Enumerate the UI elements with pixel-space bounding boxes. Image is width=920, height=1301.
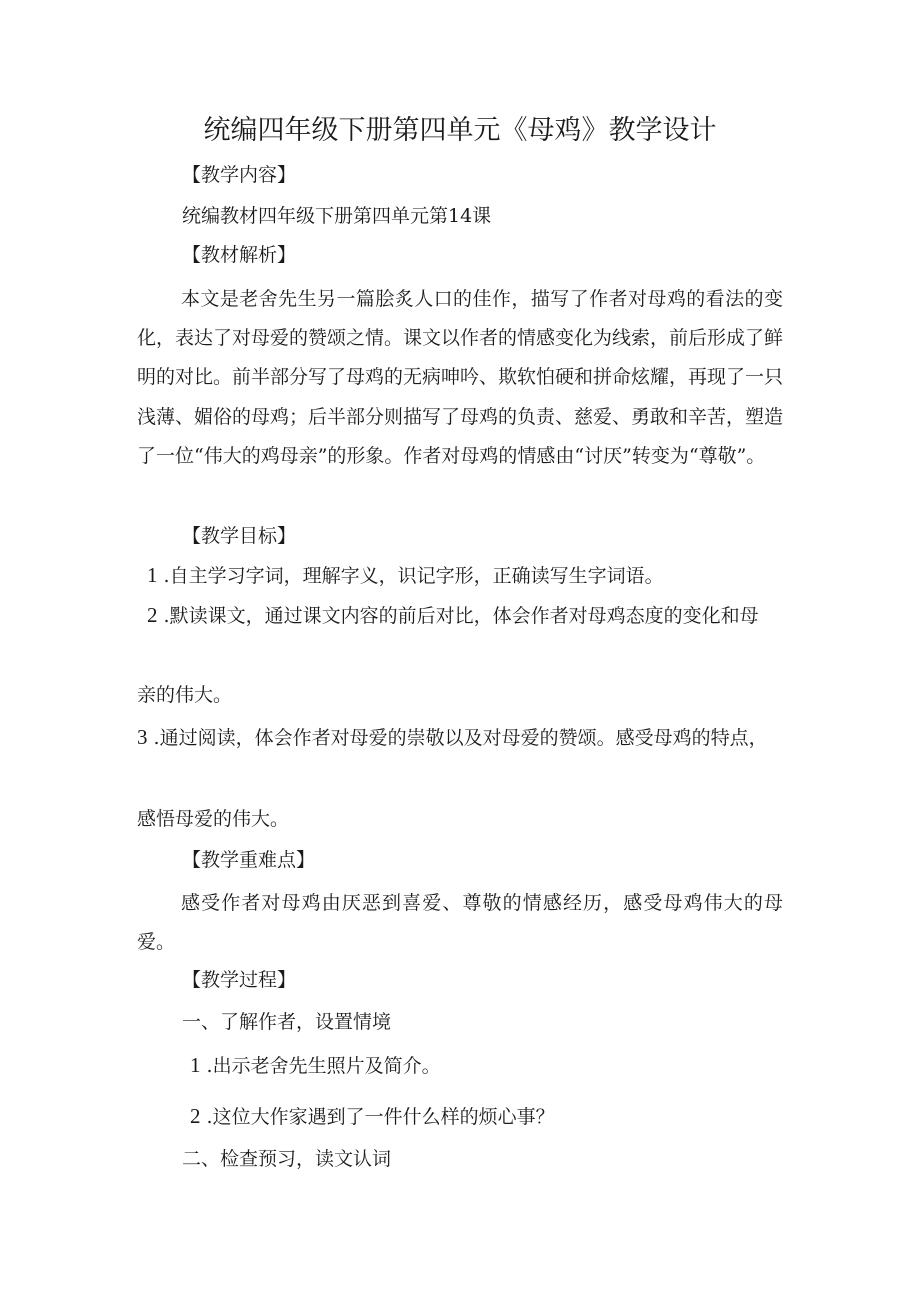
process-step-2-title: 二、检查预习，读文认词	[182, 1148, 392, 1170]
document-title: 统编四年级下册第四单元《母鸡》教学设计	[203, 115, 717, 146]
goal-item-2-continuation: 亲的伟大。	[137, 684, 233, 706]
goal-item-2	[147, 603, 759, 628]
analysis-heading: 【教材解析】	[182, 244, 297, 266]
goal-text: .默读课文，通过课文内容的前后对比，体会作者对母鸡态度的变化和母	[163, 605, 759, 627]
goal-item-1	[147, 563, 664, 588]
goal-number: 1	[147, 563, 158, 587]
item-text: .这位大作家遇到了一件什么样的烦心事？	[206, 1106, 555, 1128]
goal-text: .通过阅读，体会作者对母爱的崇敬以及对母爱的赞颂。感受母鸡的特点，	[153, 727, 768, 749]
key-paragraph: 感受作者对母鸡由厌恶到喜爱、尊敬的情感经历，感受母鸡伟大的母爱。	[137, 892, 783, 954]
content-text: 统编教材四年级下册第四单元第14课	[182, 205, 492, 227]
process-step-1-item-2	[190, 1104, 555, 1129]
item-number: 1	[190, 1053, 201, 1077]
goal-item-3	[137, 725, 768, 750]
key-heading: 【教学重难点】	[182, 849, 316, 871]
goals-heading: 【教学目标】	[182, 525, 297, 547]
analysis-paragraph: 本文是老舍先生另一篇脍炙人口的佳作，描写了作者对母鸡的看法的变化，表达了对母爱的赞颂之情。课文以作者的情感变化为线索，前后形成了鲜明的对比。前半部分写了母鸡的无病呻吟、欺软怕硬和拼命炫耀，再现了一只浅薄、媚俗的母鸡；后半部分则描写了母鸡的负责、慈爱、勇敢和辛苦，塑造了一位“伟大的鸡母亲”的形象。作者对母鸡的情感由“讨厌”转变为“尊敬”。	[137, 288, 784, 467]
content-heading: 【教学内容】	[182, 164, 297, 186]
process-heading: 【教学过程】	[182, 969, 297, 991]
goal-number: 3	[137, 725, 148, 749]
goal-number: 2	[147, 603, 158, 627]
goal-text: .自主学习字词，理解字义，识记字形，正确读写生字词语。	[163, 565, 664, 587]
goal-item-3-continuation: 感悟母爱的伟大。	[137, 808, 290, 830]
process-step-1-title: 一、了解作者，设置情境	[182, 1011, 392, 1033]
item-text: .出示老舍先生照片及简介。	[206, 1055, 441, 1077]
process-step-1-item-1	[190, 1053, 441, 1078]
item-number: 2	[190, 1104, 201, 1128]
